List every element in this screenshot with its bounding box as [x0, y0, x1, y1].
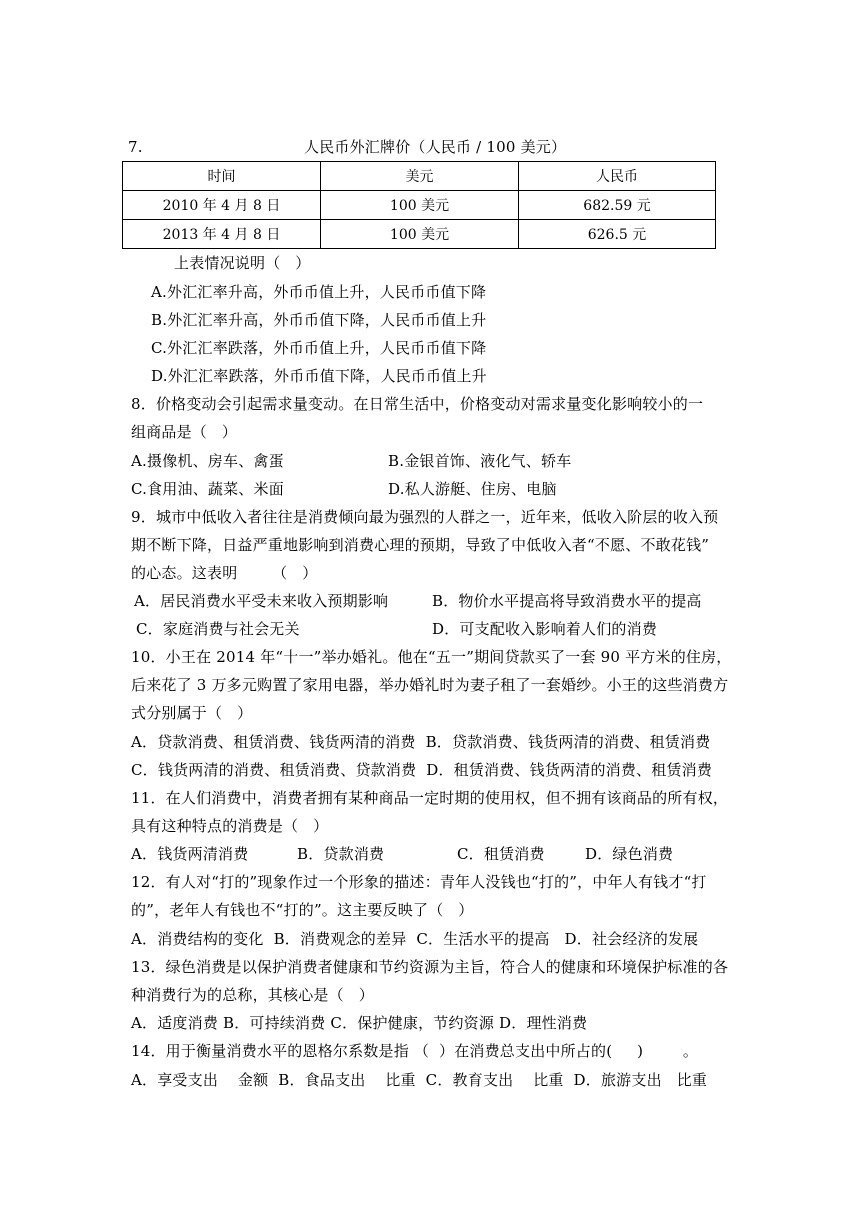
table-header-row: [123, 162, 716, 191]
table-title: 人民币外汇牌价（人民币 / 100 美元）: [304, 138, 567, 156]
q7-option-c: C.外汇汇率跌落，外币币值上升，人民币币值下降: [151, 339, 487, 357]
table-cell: 100 美元: [321, 191, 519, 220]
q7-number: 7.: [128, 138, 143, 156]
table-cell: 626.5 元: [519, 220, 716, 249]
q8-stem-line-1: 8．价格变动会引起需求量变动。在日常生活中，价格变动对需求量变化影响较小的一: [131, 395, 704, 413]
q7-option-a: A.外汇汇率升高，外币币值上升，人民币币值下降: [151, 283, 487, 301]
q13-stem-line-2: 种消费行为的总称，其核心是（ ）: [131, 986, 374, 1004]
table-cell: 2013 年 4 月 8 日: [123, 220, 321, 249]
q9-option-a: A．居民消费水平受未来收入预期影响: [134, 592, 389, 610]
q8-stem-line-2: 组商品是（ ）: [131, 423, 238, 441]
q7-option-d: D.外汇汇率跌落，外币币值下降，人民币币值上升: [151, 367, 487, 385]
table-cell: 2010 年 4 月 8 日: [123, 191, 321, 220]
table-header: 时间: [123, 162, 321, 191]
q8-option-b: B.金银首饰、液化气、轿车: [388, 452, 572, 470]
q13-stem-line-1: 13．绿色消费是以保护消费者健康和节约资源为主旨，符合人的健康和环境保护标准的各: [131, 958, 729, 976]
q11-stem-line-2: 具有这种特点的消费是（ ）: [131, 817, 329, 835]
q14-options: A．享受支出 金额 B．食品支出 比重 C．教育支出 比重 D．旅游支出 比重: [131, 1071, 708, 1089]
q10-options-line-1: A．贷款消费、租赁消费、钱货两清的消费 B．贷款消费、钱货两清的消费、租赁消费: [131, 733, 711, 751]
q7-option-b: B.外汇汇率升高，外币币值下降，人民币币值上升: [151, 311, 487, 329]
q9-stem-line-2: 期不断下降，日益严重地影响到消费心理的预期，导致了中低收入者“不愿、不敢花钱”: [131, 536, 710, 554]
q9-stem-line-1: 9．城市中低收入者往往是消费倾向最为强烈的人群之一，近年来，低收入阶层的收入预: [131, 508, 719, 526]
table-header: 人民币: [519, 162, 716, 191]
q8-option-d: D.私人游艇、住房、电脑: [388, 480, 557, 498]
q12-stem-line-2: 的”，老年人有钱也不“打的”。这主要反映了（ ）: [131, 901, 474, 919]
q14-stem-line-1: 14．用于衡量消费水平的恩格尔系数是指 （ ）在消费总支出中所占的( ) 。: [131, 1042, 699, 1060]
table-cell: 682.59 元: [519, 191, 716, 220]
table-cell: 100 美元: [321, 220, 519, 249]
q9-option-c: C．家庭消费与社会无关: [136, 620, 300, 638]
q11-option-d: D．绿色消费: [585, 845, 674, 863]
q8-option-a: A.摄像机、房车、禽蛋: [131, 452, 284, 470]
table-row: [123, 220, 716, 249]
q9-option-d: D．可支配收入影响着人们的消费: [432, 620, 658, 638]
q7-stem: 上表情况说明（ ）: [174, 254, 311, 272]
q11-option-a: A．钱货两清消费: [131, 845, 249, 863]
exchange-rate-table: [122, 161, 716, 249]
q12-options: A．消费结构的变化 B．消费观念的差异 C．生活水平的提高 D．社会经济的发展: [131, 930, 699, 948]
q11-option-c: C．租赁消费: [457, 845, 545, 863]
q8-option-c: C.食用油、蔬菜、米面: [131, 480, 284, 498]
q13-options: A．适度消费 B．可持续消费 C．保护健康，节约资源 D．理性消费: [131, 1014, 588, 1032]
q11-option-b: B．贷款消费: [297, 845, 385, 863]
q10-stem-line-2: 后来花了 3 万多元购置了家用电器，举办婚礼时为妻子租了一套婚纱。小王的这些消费方: [131, 676, 729, 694]
q10-stem-line-1: 10．小王在 2014 年“十一”举办婚礼。他在“五一”期间贷款买了一套 90 平方米的住房，: [131, 648, 732, 666]
table-row: [123, 191, 716, 220]
q12-stem-line-1: 12．有人对“打的”现象作过一个形象的描述：青年人没钱也“打的”，中年人有钱才“打: [131, 873, 707, 891]
q11-stem-line-1: 11．在人们消费中，消费者拥有某种商品一定时期的使用权，但不拥有该商品的所有权，: [131, 789, 729, 807]
q10-options-line-2: C．钱货两清的消费、租赁消费、贷款消费 D．租赁消费、钱货两清的消费、租赁消费: [131, 761, 713, 779]
table-header: 美元: [321, 162, 519, 191]
q9-stem-line-3: 的心态。这表明 （ ）: [131, 564, 318, 582]
q10-stem-line-3: 式分别属于（ ）: [131, 704, 253, 722]
q9-option-b: B．物价水平提高将导致消费水平的提高: [432, 592, 702, 610]
